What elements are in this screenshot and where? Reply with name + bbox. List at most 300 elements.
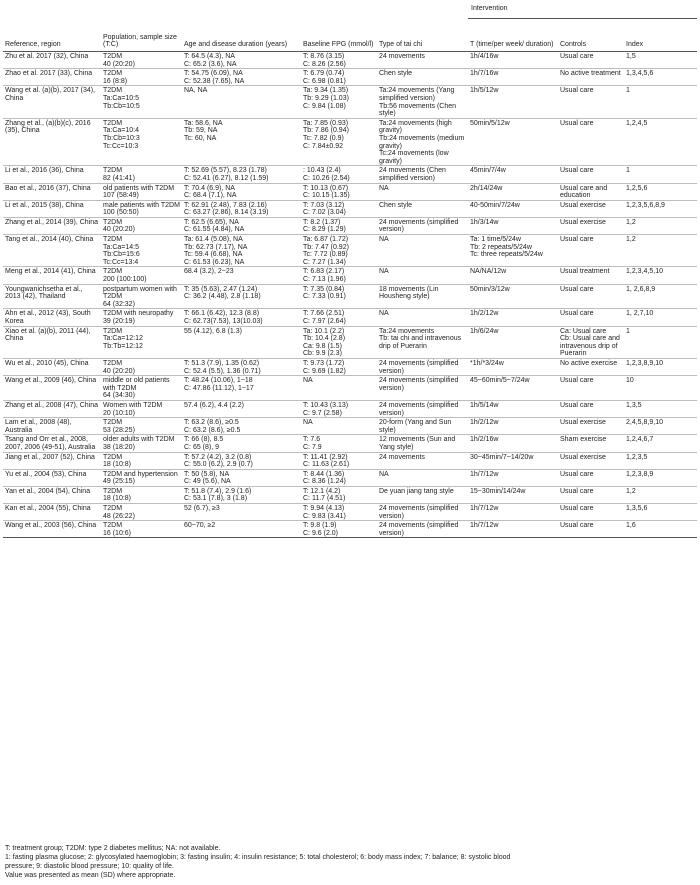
age-line: Tb: 62.73 (7.17), NA — [184, 243, 248, 251]
population-line: 16 (8:8) — [103, 77, 128, 85]
population-line: 107 (58:49) — [103, 192, 139, 200]
age-line: T: 35 (5.63), 2.47 (1.24) — [184, 285, 258, 293]
index-cell — [624, 376, 697, 401]
intervention-time-line: 1h/7/12w — [470, 522, 499, 530]
reference-text: Tsang and Orr et al., 2008, 2007, 2006 (49-51), Australia — [5, 436, 96, 451]
population-cell — [101, 86, 182, 118]
fpg-line: C: 10.15 (1.35) — [303, 192, 350, 200]
intervention-time-line: Ta: 1 time/5/24w — [470, 236, 521, 244]
controls-cell — [558, 309, 624, 326]
age-line: C: 63.2 (8.6), ≥0.5 — [184, 426, 241, 434]
fpg-cell — [301, 400, 377, 417]
population-line: 20 (10:10) — [103, 409, 135, 417]
controls-line: Usual care — [560, 505, 594, 513]
population-cell — [101, 284, 182, 309]
population-line: T2DM — [103, 268, 123, 276]
fpg-line: T: 8.44 (1.36) — [303, 470, 345, 478]
intervention-time-cell — [468, 400, 558, 417]
age-line: C: 62.73(7.53), 13(10.03) — [184, 318, 263, 325]
fpg-line: C: 7.13 (1.96) — [303, 276, 346, 284]
fpg-line: C: 8.36 (1.24) — [303, 478, 346, 486]
intervention-time-line: 1h/7/12w — [470, 470, 499, 478]
table-row — [3, 469, 697, 486]
fpg-line: C: 10.26 (2.54) — [303, 174, 350, 182]
index-cell — [624, 118, 697, 166]
controls-cell — [558, 486, 624, 503]
age-line: Tb: 59, NA — [184, 127, 218, 135]
table-row — [3, 118, 697, 166]
fpg-cell — [301, 376, 377, 401]
tai-chi-type-line: Chen style — [379, 70, 413, 78]
reference-text: Tang et al., 2014 (40), China — [5, 236, 94, 244]
age-line: T: 66.1 (6.42), 12.3 (8.8) — [184, 310, 260, 318]
population-cell — [101, 166, 182, 183]
population-line: T2DM — [103, 522, 123, 530]
age-line: T: 64.5 (4.3), NA — [184, 53, 235, 60]
intervention-time-cell — [468, 69, 558, 86]
index-cell — [624, 521, 697, 538]
index-text: 1,2 — [626, 218, 636, 226]
index-cell — [624, 504, 697, 521]
index-cell — [624, 469, 697, 486]
age-line: T: 52.69 (5.57), 8.23 (1.78) — [184, 167, 267, 175]
index-text: 1,2,4,5 — [626, 119, 648, 127]
table-row — [3, 52, 697, 69]
fpg-line: T: 7.35 (0.84) — [303, 285, 345, 293]
controls-line: Usual care — [560, 470, 594, 478]
intervention-time-line: 1h/4/16w — [470, 53, 499, 60]
table-row — [3, 183, 697, 200]
controls-line: Usual exercise — [560, 419, 606, 427]
tai-chi-type-cell — [377, 200, 468, 217]
population-cell — [101, 118, 182, 166]
population-line: postpartum women with T2DM — [103, 285, 177, 301]
tai-chi-type-line: NA — [379, 184, 389, 192]
fpg-cell — [301, 326, 377, 358]
intervention-time-cell — [468, 326, 558, 358]
tai-chi-type-line: 24 movements (simplified version) — [379, 359, 459, 375]
population-line: 53 (28:25) — [103, 426, 135, 434]
reference-cell — [3, 309, 101, 326]
tai-chi-type-cell — [377, 326, 468, 358]
reference-cell — [3, 358, 101, 375]
population-line: T2DM — [103, 218, 123, 226]
table-row — [3, 235, 697, 267]
population-line: T2DM — [103, 119, 123, 127]
population-line: T2DM — [103, 487, 123, 495]
intervention-time-cell — [468, 284, 558, 309]
population-cell — [101, 358, 182, 375]
reference-cell — [3, 69, 101, 86]
fpg-line: T: 11.41 (2.92) — [303, 453, 348, 461]
reference-cell — [3, 217, 101, 234]
age-line: Ta: 61.4 (5.08), NA — [184, 236, 243, 244]
reference-cell — [3, 418, 101, 435]
table-row — [3, 267, 697, 284]
reference-cell — [3, 469, 101, 486]
age-line: C: 52.41 (6.27), 8.12 (1.59) — [184, 174, 269, 182]
age-line: 55 (4.12), 6.8 (1.3) — [184, 327, 242, 335]
intervention-time-line: 1h/7/16w — [470, 70, 499, 78]
reference-text: Ahn et al., 2012 (43), South Korea — [5, 310, 91, 325]
population-cell — [101, 200, 182, 217]
reference-cell — [3, 504, 101, 521]
controls-cell — [558, 376, 624, 401]
footnote-values: Value was presented as mean (SD) where appropriate. — [5, 872, 176, 879]
intervention-time-line: 50min/3/12w — [470, 285, 510, 293]
age-cell — [182, 326, 301, 358]
index-cell — [624, 183, 697, 200]
population-cell — [101, 235, 182, 267]
tai-chi-type-cell — [377, 418, 468, 435]
tai-chi-type-cell — [377, 452, 468, 469]
age-cell — [182, 235, 301, 267]
age-cell — [182, 267, 301, 284]
reference-cell — [3, 376, 101, 401]
reference-text: Xiao et al. (a)(b), 2011 (44), China — [5, 327, 91, 343]
fpg-line: C: 9.7 (2.58) — [303, 409, 342, 417]
controls-cell — [558, 166, 624, 183]
index-cell — [624, 267, 697, 284]
table-row — [3, 200, 697, 217]
age-line: 60~70, ≥2 — [184, 522, 216, 530]
index-text: 1 — [626, 167, 630, 175]
table-row — [3, 326, 697, 358]
age-cell — [182, 358, 301, 375]
footnote-abbreviations: T: treatment group; T2DM: type 2 diabetes mellitus; NA: not available. — [5, 845, 221, 852]
fpg-line: C: 7.33 (0.91) — [303, 293, 346, 301]
population-cell — [101, 521, 182, 538]
fpg-line: Tc: 7.72 (0.89) — [303, 251, 348, 259]
population-line: 40 (20:20) — [103, 226, 135, 234]
reference-text: Yan et al., 2004 (54), China — [5, 487, 91, 495]
population-line: Tb:Cb=10:5 — [103, 102, 140, 110]
table-row — [3, 376, 697, 401]
intervention-time-cell — [468, 504, 558, 521]
fpg-cell — [301, 435, 377, 452]
age-cell — [182, 69, 301, 86]
tai-chi-type-line: Tb:24 movements (medium gravity) — [379, 134, 465, 150]
tai-chi-type-line: 24 movements (simplified version) — [379, 218, 459, 234]
intervention-time-line: 2h/14/24w — [470, 184, 503, 192]
fpg-line: C: 9.84 (1.08) — [303, 102, 346, 110]
tai-chi-type-line: 20-form (Yang and Sun style) — [379, 419, 452, 434]
table-row — [3, 217, 697, 234]
tai-chi-type-cell — [377, 86, 468, 118]
population-cell — [101, 435, 182, 452]
population-line: Women with T2DM — [103, 401, 163, 409]
footnote-index-legend-cont: pressure; 9: diastolic blood pressure; 10: quality of life. — [5, 863, 174, 870]
age-line: T: 51.8 (7.4), 2.9 (1.6) — [184, 487, 252, 495]
population-line: 64 (34:30) — [103, 392, 135, 400]
controls-cell — [558, 284, 624, 309]
table-row — [3, 452, 697, 469]
reference-cell — [3, 200, 101, 217]
age-cell — [182, 166, 301, 183]
age-cell — [182, 469, 301, 486]
table-row — [3, 435, 697, 452]
index-text: 1,2,4,6,7 — [626, 436, 654, 444]
reference-cell — [3, 86, 101, 118]
index-cell — [624, 418, 697, 435]
fpg-line: Ca: 9.8 (1.5) — [303, 342, 342, 350]
controls-cell — [558, 267, 624, 284]
population-line: 48 (26:22) — [103, 512, 135, 520]
controls-cell — [558, 358, 624, 375]
population-line: 200 (100:100) — [103, 276, 147, 284]
index-text: 1,2,3,4,5,10 — [626, 268, 663, 276]
fpg-line: T: 7.6 — [303, 436, 321, 444]
tai-chi-type-cell — [377, 504, 468, 521]
controls-cell — [558, 469, 624, 486]
age-line: 52 (6.7), ≥3 — [184, 505, 220, 513]
tai-chi-type-cell — [377, 267, 468, 284]
population-line: T2DM with neuropathy — [103, 310, 174, 318]
fpg-line: Ta: 10.1 (2.2) — [303, 327, 345, 335]
fpg-cell — [301, 358, 377, 375]
fpg-line: T: 6.83 (2.17) — [303, 268, 345, 276]
table-row — [3, 69, 697, 86]
table-header — [3, 4, 697, 52]
age-cell — [182, 284, 301, 309]
age-cell — [182, 400, 301, 417]
tai-chi-type-cell — [377, 69, 468, 86]
population-line: T2DM — [103, 505, 123, 513]
index-text: 1,2,5,6 — [626, 184, 648, 192]
age-line: C: 68.4 (7.1), NA — [184, 192, 237, 200]
population-line: Tc:Cc=13:4 — [103, 258, 139, 266]
population-cell — [101, 400, 182, 417]
population-line: T2DM — [103, 167, 123, 175]
age-cell — [182, 504, 301, 521]
fpg-line: Ta: 7.85 (0.93) — [303, 119, 349, 127]
population-cell — [101, 326, 182, 358]
age-cell — [182, 86, 301, 118]
table-row — [3, 504, 697, 521]
tai-chi-type-line: Tb: tai chi and intravenous drip of Puerarin — [379, 335, 462, 350]
intervention-time-cell — [468, 376, 558, 401]
index-text: 1,2,3,8,9,10 — [626, 359, 663, 367]
population-line: Ta:Ca=10:5 — [103, 94, 139, 102]
age-line: T: 70.4 (6.9), NA — [184, 184, 235, 192]
fpg-cell — [301, 69, 377, 86]
intervention-time-line: 1h/7/12w — [470, 505, 499, 513]
age-cell — [182, 217, 301, 234]
intervention-time-cell — [468, 418, 558, 435]
controls-cell — [558, 217, 624, 234]
tai-chi-type-line: Tb:56 movements (Chen style) — [379, 102, 457, 118]
tai-chi-type-line: 24 movements (simplified version) — [379, 522, 459, 537]
controls-line: Usual care — [560, 236, 594, 244]
index-text: 1, 2,7,10 — [626, 310, 654, 318]
controls-line: Usual treatment — [560, 268, 610, 276]
index-cell — [624, 284, 697, 309]
intervention-time-cell — [468, 166, 558, 183]
controls-line: Sham exercise — [560, 436, 607, 444]
fpg-cell — [301, 486, 377, 503]
intervention-time-line: 1h/2/12w — [470, 310, 499, 318]
tai-chi-type-line: 24 movements — [379, 453, 425, 461]
index-text: 1,2,3,5 — [626, 453, 648, 461]
fpg-line: C: 7.9 — [303, 443, 322, 451]
tai-chi-type-cell — [377, 435, 468, 452]
controls-line: Usual care — [560, 401, 594, 409]
controls-cell — [558, 118, 624, 166]
population-line: T2DM — [103, 53, 123, 60]
fpg-cell — [301, 52, 377, 69]
fpg-line: C: 9.69 (1.82) — [303, 367, 346, 375]
fpg-cell — [301, 118, 377, 166]
index-text: 1,2 — [626, 487, 636, 495]
intervention-time-line: 45~60min/5~7/24w — [470, 377, 530, 385]
fpg-line: : 10.43 (2.4) — [303, 167, 341, 175]
age-cell — [182, 521, 301, 538]
tai-chi-type-line: 18 movements (Lin Housheng style) — [379, 285, 439, 301]
table-row — [3, 358, 697, 375]
reference-cell — [3, 235, 101, 267]
intervention-time-cell — [468, 183, 558, 200]
table-row — [3, 418, 697, 435]
index-cell — [624, 86, 697, 118]
table-row — [3, 486, 697, 503]
fpg-cell — [301, 418, 377, 435]
fpg-line: C: 8.29 (1.29) — [303, 226, 346, 234]
controls-cell — [558, 86, 624, 118]
tai-chi-type-cell — [377, 309, 468, 326]
tai-chi-type-cell — [377, 521, 468, 538]
fpg-cell — [301, 86, 377, 118]
intervention-time-line: 1h/5/12w — [470, 87, 499, 95]
intervention-time-cell — [468, 235, 558, 267]
population-cell — [101, 418, 182, 435]
fpg-cell — [301, 309, 377, 326]
controls-cell — [558, 235, 624, 267]
tai-chi-type-line: Ta:24 movements — [379, 327, 435, 335]
age-line: T: 57.2 (4.2), 3.2 (0.8) — [184, 453, 252, 461]
fpg-line: T: 9.94 (4.13) — [303, 505, 345, 513]
population-line: Ta:Ca=14:5 — [103, 243, 139, 251]
population-line: T2DM — [103, 359, 123, 367]
reference-text: Zhang et al., 2008 (47), China — [5, 401, 99, 409]
age-line: C: 61.55 (4.84), NA — [184, 226, 245, 234]
age-line: T: 51.3 (7.9), 1.35 (0.62) — [184, 359, 260, 367]
index-cell — [624, 235, 697, 267]
population-cell — [101, 376, 182, 401]
controls-line: Usual care — [560, 310, 594, 318]
population-line: 100 (50:50) — [103, 209, 139, 217]
intervention-time-cell — [468, 52, 558, 69]
tai-chi-type-line: NA — [379, 470, 389, 478]
intervention-time-cell — [468, 435, 558, 452]
index-header: Index — [624, 19, 697, 52]
intervention-time-line: 1h/3/14w — [470, 218, 499, 226]
age-line: Tc: 60, NA — [184, 134, 217, 142]
tai-chi-type-line: 24 movements (Chen simplified version) — [379, 167, 446, 182]
intervention-time-cell — [468, 86, 558, 118]
fpg-cell — [301, 267, 377, 284]
age-cell — [182, 118, 301, 166]
fpg-line: Tb: 7.86 (0.94) — [303, 127, 349, 135]
controls-line: Usual exercise — [560, 218, 606, 226]
intervention-time-cell — [468, 267, 558, 284]
controls-cell — [558, 418, 624, 435]
table-footnotes — [5, 844, 695, 880]
population-cell — [101, 469, 182, 486]
population-cell — [101, 183, 182, 200]
age-cell — [182, 435, 301, 452]
population-line: 16 (10:6) — [103, 529, 132, 537]
tai-chi-type-cell — [377, 52, 468, 69]
tai-chi-type-line: Chen style — [379, 201, 413, 209]
fpg-line: Tb: 10.4 (2.8) — [303, 335, 346, 343]
age-line: C: 61.53 (6.23), NA — [184, 258, 245, 266]
controls-line: Usual care — [560, 522, 594, 530]
tai-chi-type-line: 24 movements (simplified version) — [379, 377, 459, 392]
intervention-time-cell — [468, 452, 558, 469]
intervention-time-cell — [468, 521, 558, 538]
tai-chi-type-cell — [377, 486, 468, 503]
reference-text: Wu et al., 2010 (45), China — [5, 359, 89, 367]
intervention-time-line: 15~30min/14/24w — [470, 487, 526, 495]
population-line: male patients with T2DM — [103, 201, 180, 209]
index-text: 1 — [626, 327, 630, 335]
tai-chi-type-cell — [377, 118, 468, 166]
tai-chi-type-line: De yuan jiang tang style — [379, 487, 454, 495]
controls-cell — [558, 504, 624, 521]
intervention-time-line: 50min/5/12w — [470, 119, 510, 127]
age-line: C: 52.4 (5.5), 1.36 (0.71) — [184, 367, 261, 375]
index-text: 1 — [626, 87, 630, 95]
tai-chi-type-line: NA — [379, 236, 389, 244]
intervention-time-cell — [468, 309, 558, 326]
fpg-cell — [301, 469, 377, 486]
reference-cell — [3, 486, 101, 503]
reference-cell — [3, 284, 101, 309]
age-line: T: 66 (8), 8.5 — [184, 436, 224, 444]
population-header: Population, sample size (T:C) — [101, 19, 182, 52]
table-row — [3, 400, 697, 417]
controls-line: Usual care — [560, 53, 594, 60]
fpg-line: T: 7.66 (2.51) — [303, 310, 345, 318]
intervention-time-cell — [468, 469, 558, 486]
reference-text: Yu et al., 2004 (53), China — [5, 470, 87, 478]
tai-chi-type-cell — [377, 183, 468, 200]
age-line: T: 50 (5.8), NA — [184, 470, 230, 478]
tai-chi-type-line: NA — [379, 268, 389, 276]
population-line: Ta:Ca=10:4 — [103, 127, 139, 135]
fpg-line: T: 10.43 (3.13) — [303, 401, 349, 409]
tai-chi-type-cell — [377, 284, 468, 309]
index-cell — [624, 69, 697, 86]
intervention-time-line: Tc: three repeats/5/24w — [470, 251, 543, 259]
intervention-time-line: NA/NA/12w — [470, 268, 507, 276]
age-cell — [182, 486, 301, 503]
index-text: 1,2 — [626, 236, 636, 244]
age-cell — [182, 309, 301, 326]
age-cell — [182, 418, 301, 435]
index-cell — [624, 435, 697, 452]
tai-chi-type-line: Tc:24 movements (low gravity) — [379, 150, 449, 165]
fpg-line: NA — [303, 419, 313, 427]
fpg-line: Tb: 7.47 (0.92) — [303, 243, 349, 251]
age-line: C: 55.0 (6.2), 2.9 (0.7) — [184, 461, 253, 469]
reference-text: Meng et al., 2014 (41), China — [5, 268, 96, 276]
population-line: T2DM — [103, 453, 123, 461]
reference-text: Kan et al., 2004 (55), China — [5, 505, 91, 513]
tai-chi-type-line: 12 movements (Sun and Yang style) — [379, 436, 456, 451]
reference-cell — [3, 521, 101, 538]
population-line: 38 (18:20) — [103, 443, 135, 451]
